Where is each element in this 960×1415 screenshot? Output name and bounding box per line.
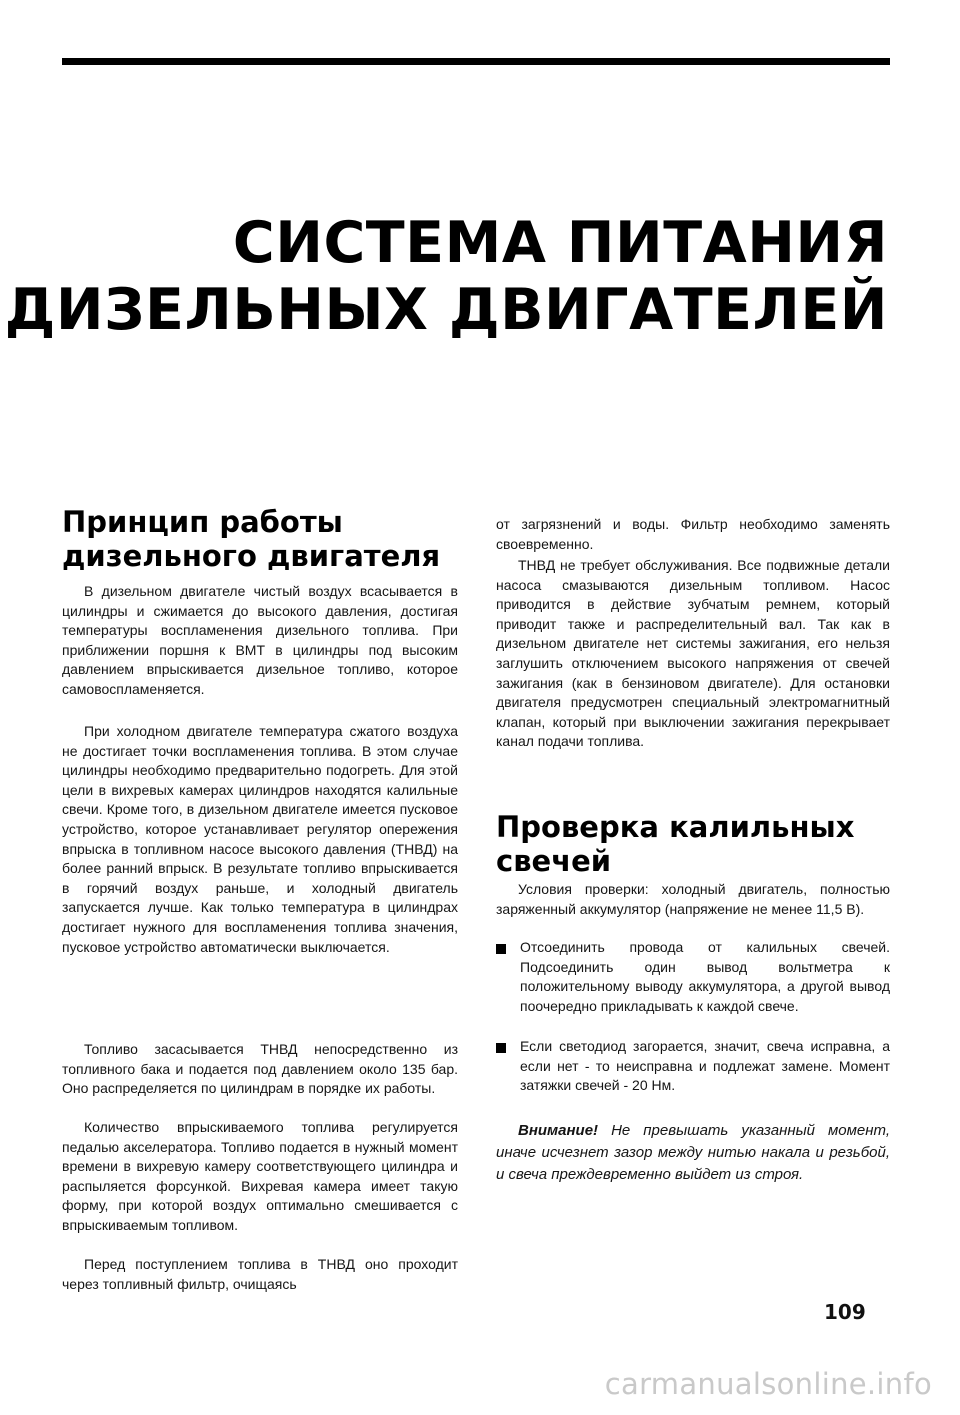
warning-label: Внимание!	[518, 1122, 599, 1139]
page-title	[5, 210, 888, 344]
paragraph: При холодном двигателе температура сжатого воздуха не достигает точки воспламенения топлива. В этом случае цилиндры необходимо предварительно подогреть. Для этой цели в вихревых камерах цилиндров находятся калильные свечи. Кроме того, в дизельном двигателе имеется пусковое устройство, которое устанавливает регулятор опережения впрыска в топливном насосе высокого давления (ТНВД) на более ранний впрыск. В результате топливо впрыскивается в горячий воздух раньше, и холодный двигатель запускается лучше. Как только температура в цилиндрах достигает нужного для воспламенения топлива значения, пусковое устройство автоматически выключается.	[62, 723, 458, 955]
square-bullet-icon	[496, 944, 506, 954]
warning-text: Не превышать указанный момент, иначе исчезнет зазор между нитью накала и резьбой, и свеча преждевременно выйдет из строя.	[496, 1122, 890, 1183]
watermark: carmanualsonline.info	[604, 1367, 932, 1401]
paragraph-continued: от загрязнений и воды. Фильтр необходимо заменять своевременно.	[496, 516, 890, 552]
test-conditions: Условия проверки: холодный двигатель, полностью заряженный аккумулятор (напряжение не менее 11,5 В).	[496, 881, 890, 917]
paragraph: Количество впрыскиваемого топлива регулируется педалью акселератора. Топливо подается в нужный момент времени в вихревую камеру соответствующего цилиндра и распыляется форсункой. Вихревая камера имеет такую форму, при которой воздух оптимально смешивается с впрыскиваемым топливом.	[62, 1119, 458, 1233]
top-rule	[62, 58, 890, 65]
heading-line-2: дизельного двигателя	[62, 539, 441, 573]
title-line-2: ДИЗЕЛЬНЫХ ДВИГАТЕЛЕЙ	[4, 277, 888, 343]
warning-note	[496, 1120, 890, 1186]
page-number: 109	[824, 1300, 866, 1324]
heading-line-1: Принцип работы	[62, 505, 343, 539]
section-heading-glow-plugs	[496, 810, 890, 878]
paragraph: Перед поступлением топлива в ТНВД оно проходит через топливный фильтр, очищаясь	[62, 1256, 458, 1292]
square-bullet-icon	[496, 1043, 506, 1053]
paragraph: ТНВД не требует обслуживания. Все подвижные детали насоса смазываются дизельным топливом. Насос приводится в действие зубчатым ремнем, который приводит также и распределительный вал. Так как в дизельном двигателе нет системы зажигания, его нельзя заглушить отключением высокого напряжения от свечей зажигания (как в бензиновом двигателе). Для остановки двигателя предусмотрен специальный электромагнитный клапан, который при выключении зажигания перекрывает канал подачи топлива.	[496, 557, 890, 750]
paragraph: В дизельном двигателе чистый воздух всасывается в цилиндры и сжимается до высокого давления, достигая температуры воспламенения дизельного топлива. При приближении поршня к ВМТ в цилиндры под высоким давлением впрыскивается дизельное топливо, которое самовоспламеняется.	[62, 583, 458, 697]
heading-line-2: свечей	[496, 844, 612, 878]
heading-line-1: Проверка калильных	[496, 810, 855, 844]
title-line-1: СИСТЕМА ПИТАНИЯ	[232, 210, 888, 276]
list-item-text: Отсоединить провода от калильных свечей. Подсоединить один вывод вольтметра к положительному выводу аккумулятора, а другой вывод поочередно прикладывать к каждой свече.	[520, 939, 890, 1014]
paragraph: Топливо засасывается ТНВД непосредственно из топливного бака и подается под давлением около 135 бар. Оно распределяется по цилиндрам в порядке их работы.	[62, 1041, 458, 1097]
list-item-text: Если светодиод загорается, значит, свеча исправна, а если нет - то неисправна и подлежат замене. Момент затяжки свечей - 20 Нм.	[520, 1038, 890, 1094]
list-item	[496, 938, 890, 1016]
list-item	[496, 1037, 890, 1096]
section-heading-principle	[62, 505, 458, 573]
